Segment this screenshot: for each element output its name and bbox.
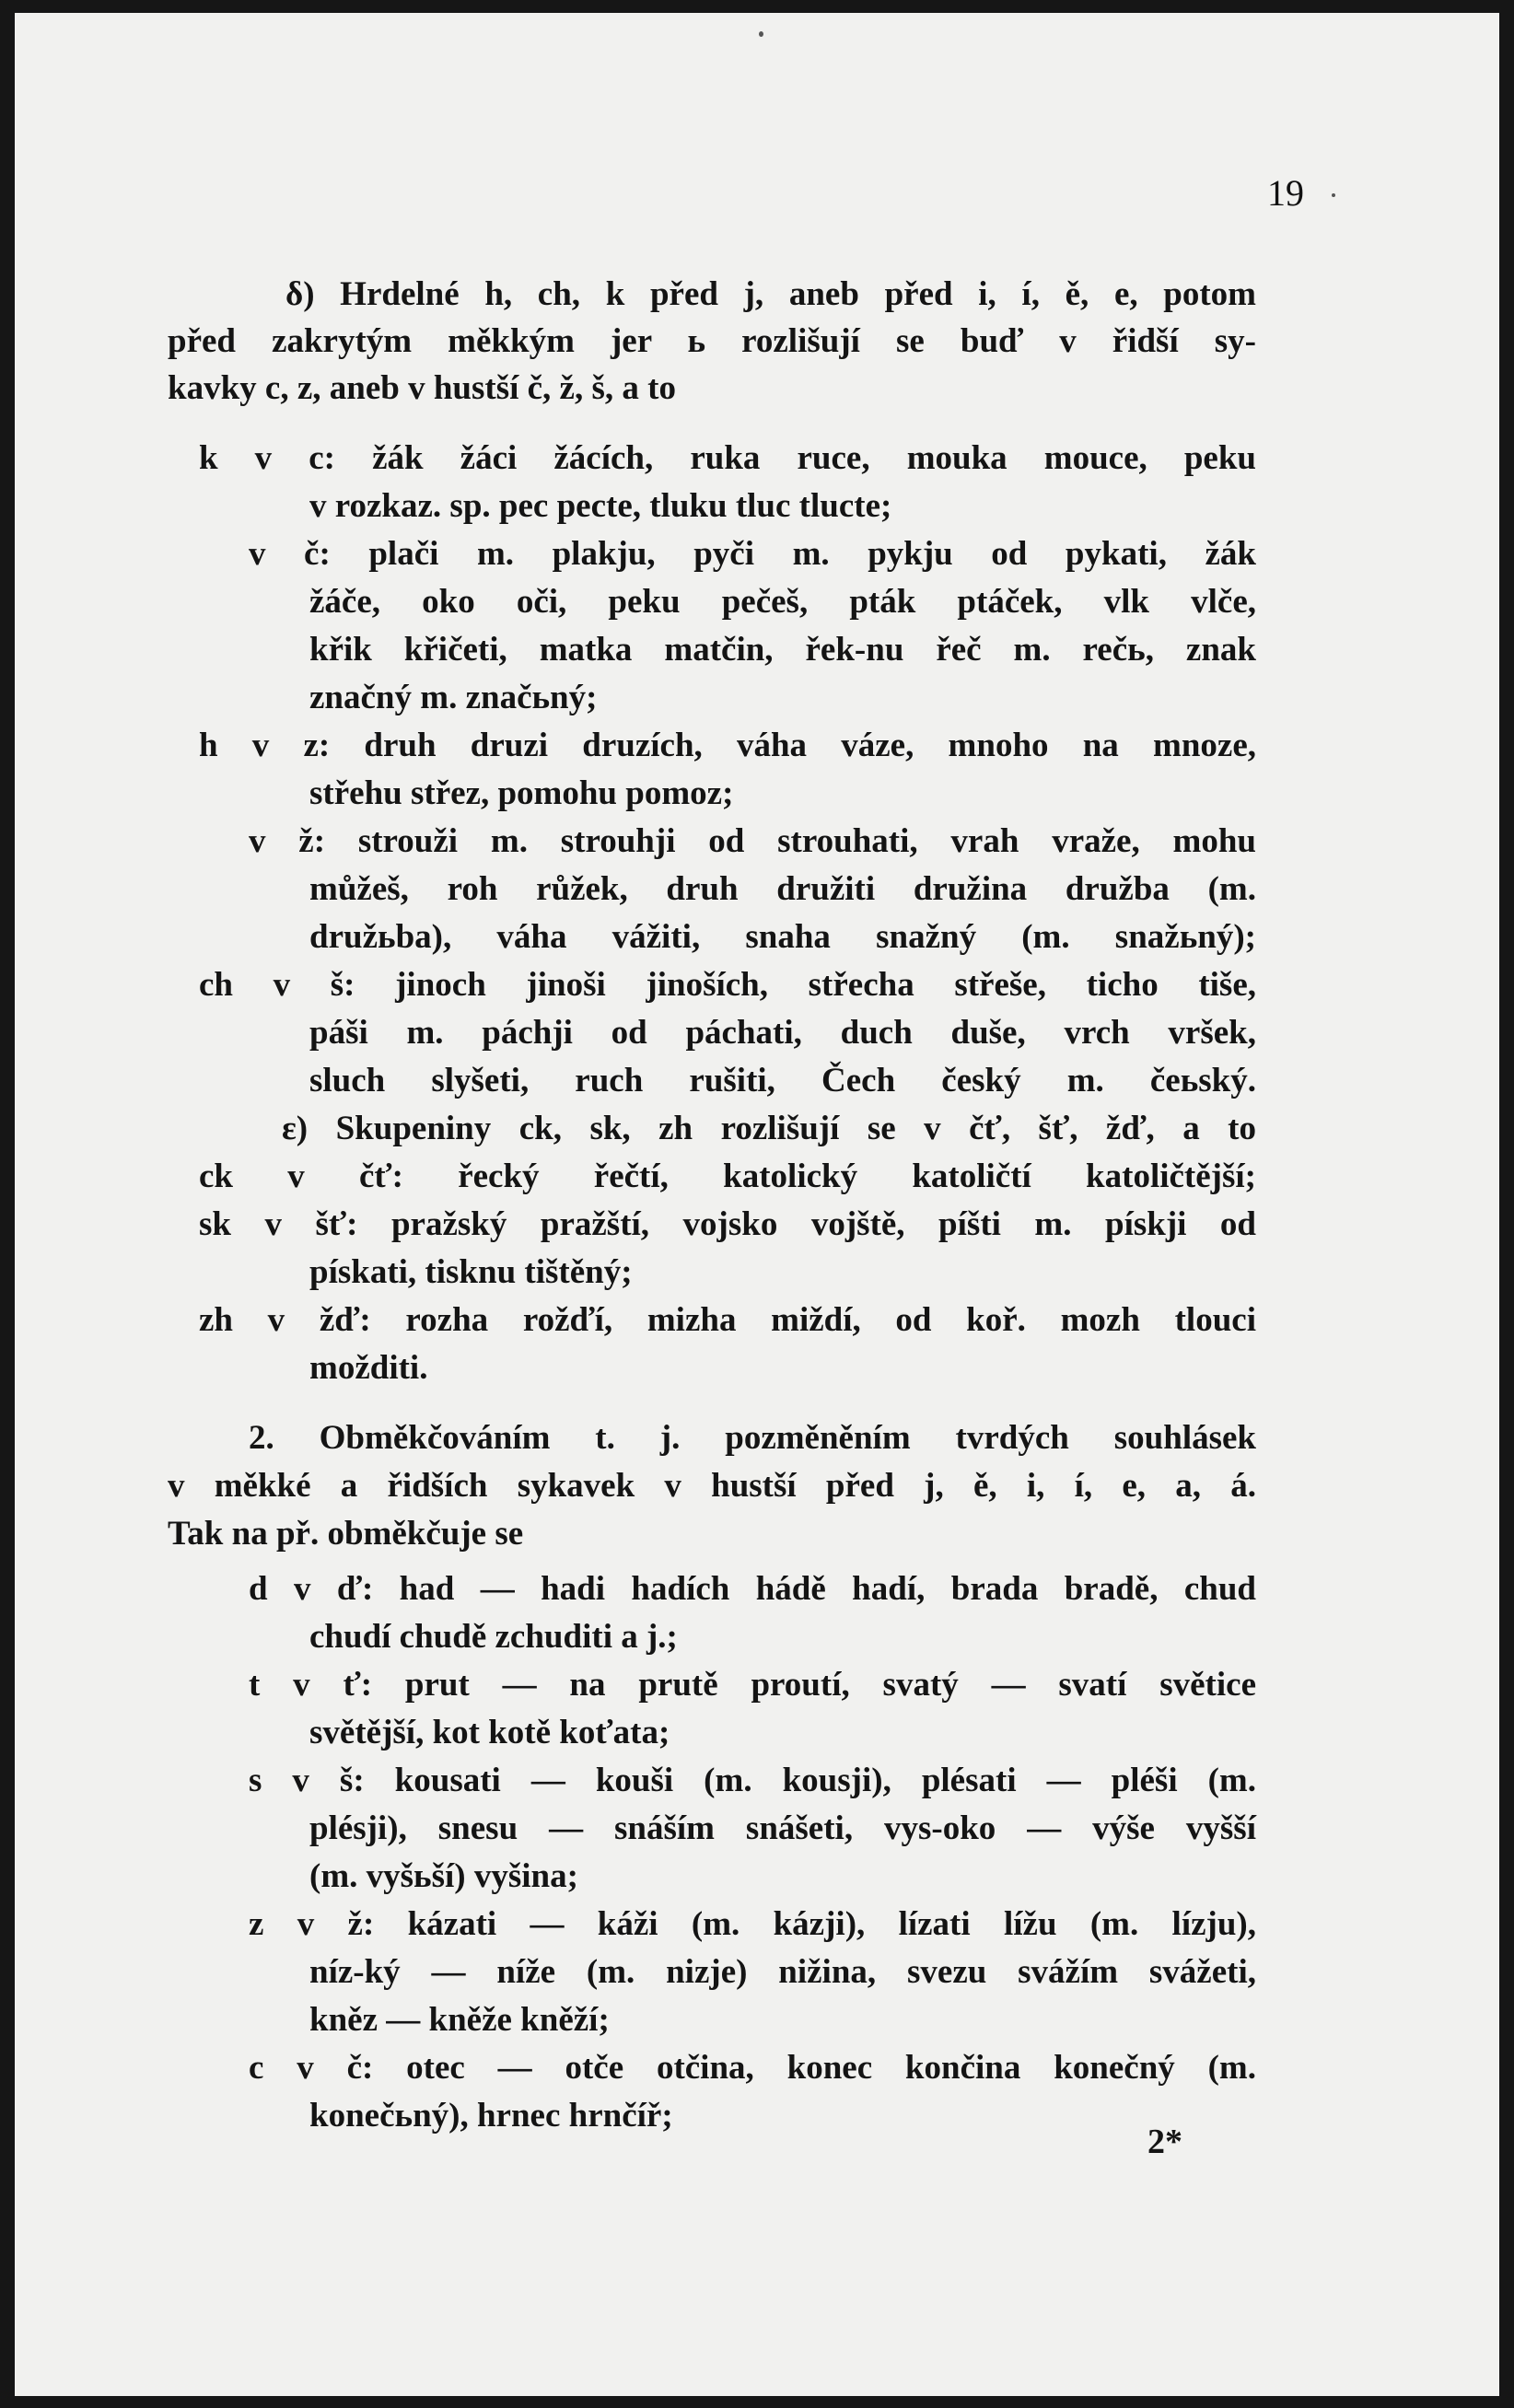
text-line: ch v š: jinoch jinoši jinoších, střecha střeše, ticho tiše, (199, 966, 1256, 1004)
text-line: značný m. značьný; (309, 679, 598, 716)
text-line: páši m. páchji od páchati, duch duše, vrch vršek, (309, 1014, 1256, 1052)
text-line: (m. vyšьší) vyšina; (309, 1857, 578, 1895)
text-line: zh v žď: rozha rožďí, mizha miždí, od koř. mozh tlouci (199, 1301, 1256, 1339)
text-line: před zakrytým měkkým jer ь rozlišují se buď v řidší sy- (168, 322, 1256, 360)
text-line: sluch slyšeti, ruch rušiti, Čech český m. čeьský. (309, 1062, 1256, 1099)
text-line: družьba), váha vážiti, snaha snažný (m. snažьný); (309, 918, 1256, 956)
text-line: 2. Obměkčováním t. j. pozměněním tvrdých souhlásek (249, 1419, 1256, 1457)
signature-mark: 2* (1147, 2123, 1182, 2161)
text-line: kněz — kněže kněží; (309, 2001, 610, 2039)
text-line: c v č: otec — otče otčina, konec končina konečný (m. (249, 2049, 1256, 2087)
text-line: Tak na př. obměkčuje se (168, 1515, 524, 1553)
text-line: d v ď: had — hadi hadích hádě hadí, brada bradě, chud (249, 1570, 1256, 1608)
text-line: chudí chudě zchuditi a j.; (309, 1618, 678, 1656)
scan-speck (1332, 193, 1335, 197)
text-line: žáče, oko oči, peku pečeš, pták ptáček, vlk vlče, (309, 583, 1256, 621)
text-line: plésji), snesu — snáším snášeti, vys-oko — výše vyšší (309, 1809, 1256, 1847)
scan-speck (759, 31, 763, 37)
text-line: t v ť: prut — na prutě proutí, svatý — svatí světice (249, 1666, 1256, 1704)
text-line: δ) Hrdelné h, ch, k před j, aneb před i, í, ě, e, potom (285, 275, 1256, 313)
text-line: můžeš, roh růžek, druh družiti družina družba (m. (309, 870, 1256, 908)
text-line: konečьný), hrnec hrnčíř; (309, 2097, 673, 2135)
text-line: v rozkaz. sp. pec pecte, tluku tluc tlucte; (309, 487, 892, 525)
text-line: s v š: kousati — kouši (m. kousji), plésati — pléši (m. (249, 1762, 1256, 1799)
text-line: níz-ký — níže (m. nizje) nižina, svezu svážím svážeti, (309, 1953, 1256, 1991)
text-line: střehu střez, pomohu pomoz; (309, 774, 734, 812)
text-line: pískati, tisknu tištěný; (309, 1253, 633, 1291)
text-line: v č: plači m. plakju, pyči m. pykju od pykati, žák (249, 535, 1256, 573)
text-line: z v ž: kázati — káži (m. kázji), lízati lížu (m. lízju), (249, 1905, 1256, 1943)
text-line: křik křičeti, matka matčin, řek-nu řeč m. rečь, znak (309, 631, 1256, 669)
text-line: světější, kot kotě koťata; (309, 1714, 670, 1751)
text-line: v měkké a řidších sykavek v hustší před j, ě, i, í, e, a, á. (168, 1467, 1256, 1505)
book-page (15, 13, 1499, 2396)
text-line: v ž: strouži m. strouhji od strouhati, vrah vraže, mohu (249, 822, 1256, 860)
text-line: sk v šť: pražský pražští, vojsko vojště, píšti m. pískji od (199, 1205, 1256, 1243)
text-line: kavky c, z, aneb v hustší č, ž, š, a to (168, 369, 676, 407)
text-line: k v c: žák žáci žácích, ruka ruce, mouka mouce, peku (199, 439, 1256, 477)
text-line: možditi. (309, 1349, 428, 1387)
text-line: ε) Skupeniny ck, sk, zh rozlišují se v čť, šť, žď, a to (282, 1110, 1256, 1147)
page-number: 19 (1267, 172, 1304, 214)
text-line: h v z: druh druzi druzích, váha váze, mnoho na mnoze, (199, 727, 1256, 764)
text-line: ck v čť: řecký řečtí, katolický katoličtí katoličtější; (199, 1157, 1256, 1195)
